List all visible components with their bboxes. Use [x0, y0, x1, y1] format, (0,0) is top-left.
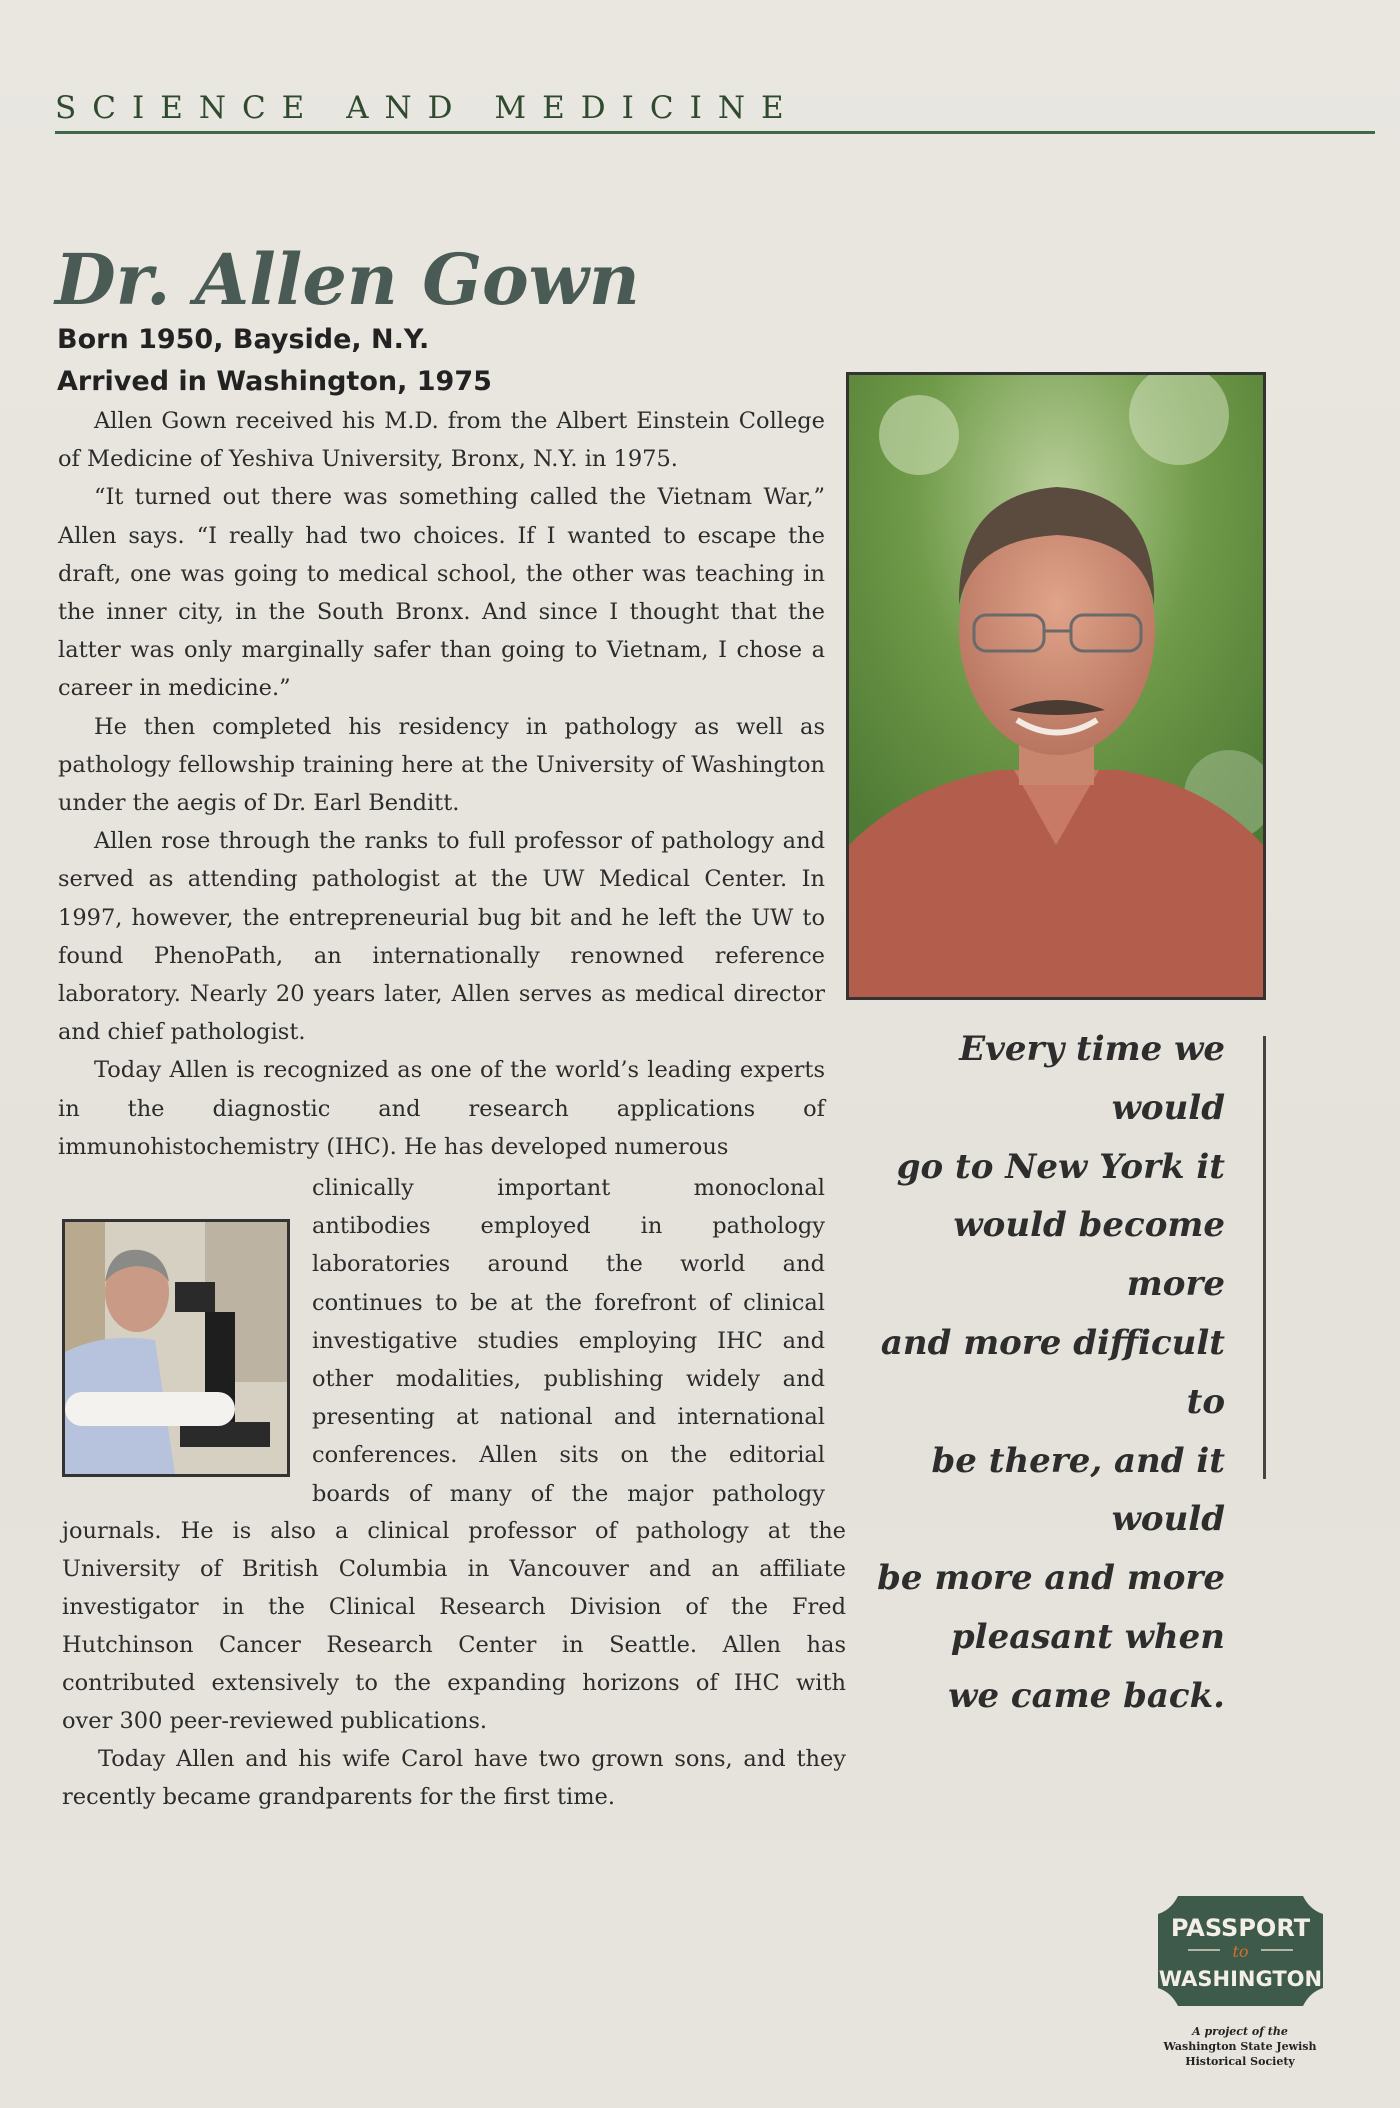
lower-line: Hutchinson Cancer Research Center in Seattle. Allen has [62, 1632, 846, 1658]
body-text-wrap [312, 1169, 825, 1513]
lower-line: contributed extensively to the expanding horizons of IHC with [62, 1670, 846, 1696]
section-header: SCIENCE AND MEDICINE [55, 90, 800, 126]
microscope-illustration [65, 1222, 287, 1474]
quote-line: we came back. [948, 1675, 1225, 1716]
paragraph-2: “It turned out there was something called the Vietnam War,” Allen says. “I really had two choices. If I wanted to escape the draft, one was going to medical school, the other was teaching in the inner city, in the South Bronx. And since I thought that the latter was only marginally safer than going to Vietnam, I chose a career in medicine.” [58, 484, 825, 702]
arrived-line: Arrived in Washington, 1975 [57, 366, 492, 397]
wrap-line: presenting at national and international [312, 1404, 825, 1431]
paragraph-6-line: Today Allen and his wife Carol have two grown sons, and they [98, 1746, 846, 1772]
logo-bottom-text: WASHINGTON [1158, 1967, 1323, 1991]
header-rule [55, 131, 1375, 134]
logo-mid-text: to [1232, 1942, 1249, 1961]
wrap-line: antibodies employed in pathology [312, 1213, 825, 1240]
quote-rule [1263, 1036, 1266, 1479]
wrap-line: other modalities, publishing widely and [312, 1366, 825, 1393]
paragraph-4: Allen rose through the ranks to full professor of pathology and served as attending pathologist at the UW Medical Center. In 1997, however, the entrepreneurial bug bit and he left the UW to found PhenoPath, an internationally renowned reference laboratory. Nearly 20 years later, Allen serves as medical director and chief pathologist. [58, 828, 825, 1046]
microscope-photo [62, 1219, 290, 1477]
born-line: Born 1950, Bayside, N.Y. [57, 324, 430, 355]
quote-line: pleasant when [950, 1616, 1225, 1657]
body-text-lower [62, 1512, 846, 1816]
logo-caption-line-3: Historical Society [1185, 2055, 1295, 2068]
lower-line: over 300 peer-reviewed publications. [62, 1708, 488, 1734]
paragraph-6-line: recently became grandparents for the first time. [62, 1784, 616, 1810]
lower-line: investigator in the Clinical Research Division of the Fred [62, 1594, 846, 1620]
quote-line: and more difficult to [880, 1322, 1225, 1422]
body-text-upper [58, 402, 825, 1166]
wrap-line: boards of many of the major pathology [312, 1480, 825, 1507]
pull-quote [850, 1020, 1225, 1726]
quote-line: go to New York it [896, 1146, 1225, 1187]
paragraph-5-start: Today Allen is recognized as one of the world’s leading experts in the diagnostic and research applications of immunohistochemistry (IHC). He has developed numerous [58, 1057, 825, 1160]
logo-caption-line-1: A project of the [1192, 2025, 1288, 2038]
logo-caption-line-2: Washington State Jewish [1163, 2040, 1317, 2053]
logo-top-text: PASSPORT [1170, 1914, 1311, 1942]
wrap-line: investigative studies employing IHC and [312, 1327, 825, 1354]
quote-line: would become more [953, 1205, 1225, 1305]
portrait-illustration [849, 375, 1263, 997]
quote-line: Every time we would [959, 1029, 1225, 1128]
wrap-line: laboratories around the world and [312, 1251, 825, 1278]
portrait-photo [846, 372, 1266, 1000]
profile-name: Dr. Allen Gown [55, 238, 640, 321]
quote-line: be there, and it would [931, 1440, 1225, 1540]
lower-line: journals. He is also a clinical professor of pathology at the [62, 1518, 846, 1544]
wrap-line: continues to be at the forefront of clinical [312, 1289, 825, 1316]
paragraph-3: He then completed his residency in pathology as well as pathology fellowship training here at the University of Washington under the aegis of Dr. Earl Benditt. [58, 713, 825, 817]
wrap-line: conferences. Allen sits on the editorial [312, 1442, 825, 1469]
quote-line: be more and more [877, 1558, 1225, 1599]
wrap-line: clinically important monoclonal [312, 1175, 825, 1201]
logo-caption [1140, 2024, 1340, 2069]
logo-badge [1158, 1888, 1323, 2014]
paragraph-1: Allen Gown received his M.D. from the Albert Einstein College of Medicine of Yeshiva University, Bronx, N.Y. in 1975. [58, 408, 825, 473]
passport-to-washington-logo [1158, 1888, 1323, 2014]
lower-line: University of British Columbia in Vancouver and an affiliate [62, 1556, 846, 1582]
